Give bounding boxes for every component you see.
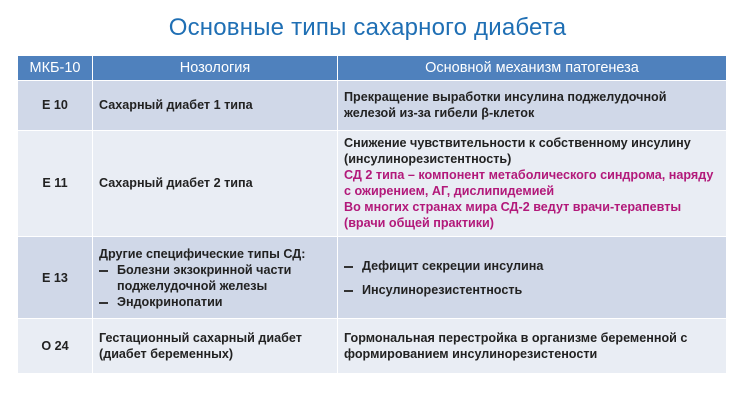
diabetes-types-table (17, 55, 727, 374)
list-item-text: Дефицит секреции инсулина (362, 258, 544, 273)
header-nosology: Нозология (93, 56, 338, 81)
list-item (99, 262, 331, 294)
header-mechanism: Основной механизм патогенеза (338, 56, 727, 81)
table-header-row (18, 56, 727, 81)
slide-title: Основные типы сахарного диабета (168, 14, 567, 41)
row-mechanism-cell (338, 130, 727, 236)
dash-bullet-icon (344, 282, 362, 292)
row-nosology: Сахарный диабет 2 типа (93, 130, 338, 236)
row-mechanism-cell (338, 236, 727, 319)
row-mechanism: Гормональная перестройка в организме беременной с формированием инсулинорезистености (338, 319, 727, 374)
table-row (18, 81, 727, 131)
row-nosology: Сахарный диабет 1 типа (93, 81, 338, 131)
row-nosology: Другие специфические типы СД: (99, 246, 306, 261)
row-code: Е 10 (18, 81, 93, 131)
mechanism-note-metabolic-syndrome: СД 2 типа – компонент метаболического синдрома, наряду с ожирением, АГ, дислипидемией (344, 168, 714, 199)
list-item (344, 282, 720, 298)
dash-bullet-icon (344, 258, 362, 268)
row-code: Е 11 (18, 130, 93, 236)
row-code: О 24 (18, 319, 93, 374)
list-item (99, 294, 331, 310)
dash-bullet-icon (99, 294, 117, 304)
row-mechanism: Снижение чувствительности к собственному инсулину (инсулинорезистентность) (344, 136, 691, 167)
list-item (344, 258, 720, 274)
list-item-text: Болезни экзокринной части поджелудочной железы (117, 262, 292, 293)
table-row (18, 236, 727, 319)
list-item-text: Эндокринопатии (117, 294, 223, 309)
row-mechanism: Прекращение выработки инсулина поджелудочной железой из-за гибели β-клеток (338, 81, 727, 131)
list-item-text: Инсулинорезистентность (362, 282, 523, 297)
row-nosology: Гестационный сахарный диабет (диабет беременных) (93, 319, 338, 374)
mechanism-note-therapists: Во многих странах мира СД-2 ведут врачи-терапевты (врачи общей практики) (344, 200, 682, 231)
table-row (18, 319, 727, 374)
table-row (18, 130, 727, 236)
row-nosology-cell (93, 236, 338, 319)
row-code: Е 13 (18, 236, 93, 319)
dash-bullet-icon (99, 262, 117, 272)
header-code: МКБ-10 (18, 56, 93, 81)
